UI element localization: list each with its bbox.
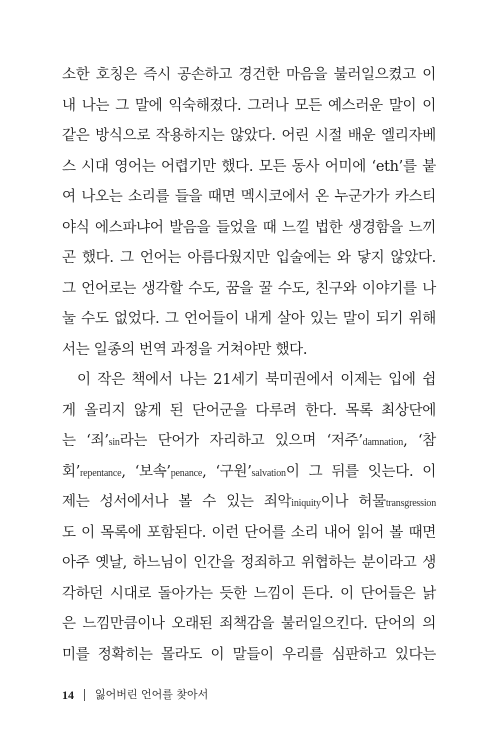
- text-fragment: 라는 단어가 자리하고 있으며 ‘저주’: [119, 433, 363, 449]
- text-line: 도 이 목록에 포함된다. 이런 단어를 소리 내어 읽어 볼 때면: [62, 524, 436, 541]
- text-fragment: 회’: [62, 463, 81, 480]
- text-line: 아주 옛날, 하느님이 인간을 정죄하고 위협하는 분이라고 생: [62, 555, 436, 571]
- text-line: 미를 정확히는 몰라도 이 말들이 우리를 심판하고 있다는: [62, 646, 436, 663]
- text-fragment: 이나 허물: [320, 494, 386, 510]
- text-line: 게 올리지 않게 된 단어군을 다루려 한다. 목록 최상단에: [62, 402, 436, 419]
- text-line: 각하던 시대로 돌아가는 듯한 느낌이 든다. 이 단어들은 낡: [62, 585, 436, 602]
- english-term: transgression: [385, 498, 436, 509]
- text-line: [62, 487, 436, 518]
- running-title: 잃어버린 언어를 찾아서: [95, 688, 209, 701]
- text-line: [62, 426, 436, 457]
- text-line: 여 나오는 소리를 들을 때면 멕시코에서 온 누군가가 카스티: [62, 189, 436, 205]
- text-line: [62, 457, 436, 488]
- english-term: salvation: [251, 467, 286, 479]
- text-fragment: , ‘참: [403, 433, 436, 449]
- text-line: 은 느낌만큼이나 오래된 죄책감을 불러일으킨다. 단어의 의: [62, 616, 436, 632]
- page-footer: [62, 687, 208, 703]
- text-fragment: 이 그 뒤를 잇는다. 이: [285, 463, 437, 480]
- text-fragment: 는 ‘죄’: [62, 433, 109, 449]
- text-line: 서는 일종의 번역 과정을 거쳐야만 했다.: [62, 341, 308, 358]
- text-line: 야식 에스파냐어 발음을 들었을 때 느낄 법한 생경함을 느끼: [62, 219, 436, 236]
- text-line: 소한 호칭은 즉시 공손하고 경건한 마음을 불러일으켰고 이: [62, 67, 436, 83]
- english-term: damnation: [362, 437, 404, 448]
- text-line: 그 언어로는 생각할 수도, 꿈을 꿀 수도, 친구와 이야기를 나: [62, 280, 436, 297]
- text-line: 내 나는 그 말에 익숙해졌다. 그러나 모든 예스러운 말이 이: [62, 97, 436, 114]
- text-fragment: , ‘보속’: [121, 463, 171, 480]
- english-term: sin: [108, 437, 120, 448]
- text-fragment: 제는 성서에서나 볼 수 있는 죄악: [62, 494, 292, 510]
- text-line: 곤 했다. 그 언어는 아름다웠지만 입술에는 와 닿지 않았다.: [62, 250, 436, 266]
- footer-divider: [84, 689, 85, 701]
- text-line: 스 시대 영어는 어렵기만 했다. 모든 동사 어미에 ‘eth’를 붙: [62, 158, 436, 175]
- text-line: 이 작은 책에서 나는 21세기 북미권에서 이제는 입에 쉽: [77, 372, 436, 388]
- text-fragment: , ‘구원’: [202, 463, 252, 480]
- text-line: 같은 방식으로 작용하지는 않았다. 어린 시절 배운 엘리자베: [62, 128, 436, 144]
- english-term: iniquity: [291, 498, 321, 509]
- page-number: 14: [62, 688, 74, 702]
- body-text: [62, 60, 436, 670]
- text-line: 눌 수도 없었다. 그 언어들이 내게 살아 있는 말이 되기 위해: [62, 311, 436, 327]
- english-term: repentance: [80, 467, 122, 479]
- english-term: penance: [170, 467, 203, 479]
